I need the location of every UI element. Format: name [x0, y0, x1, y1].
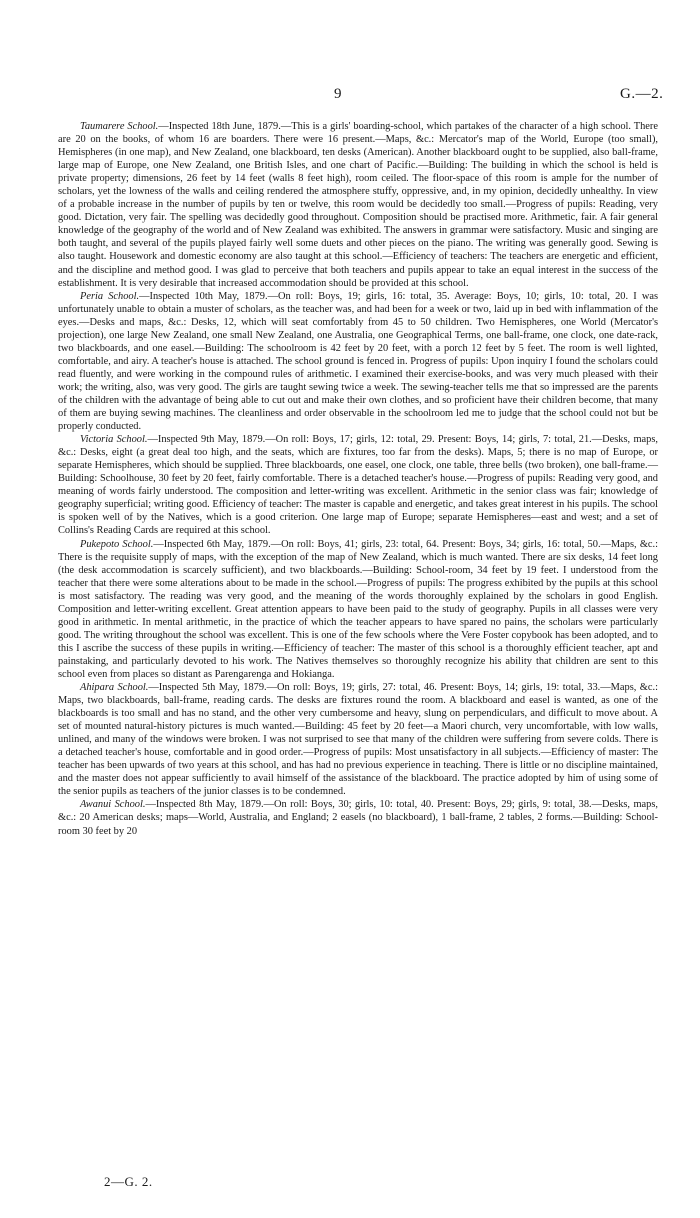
paragraph-ahipara — [58, 681, 658, 798]
school-name: Peria School. — [80, 290, 140, 302]
school-name: Victoria School. — [80, 434, 148, 446]
paragraph-text: —Inspected 18th June, 1879.—This is a girls' boarding-school, which partakes of the character of a high school. There are 20 on the books, of whom 16 are boarders. There were 16 present.—Maps, &c.: Mercator's map of the World, Europe (too small), Hemispheres (in one map), and New Zealand, one blackboard, ten desks (American). Another blackboard ought to be supplied, also ball-frame, large map of Europe, one New Zealand, one British Isles, and one chart of Pacific.—Building: The building in which the school is held is private property; dimensions, 26 feet by 14 feet (walls 8 feet high), room ceiled. The floor-space of this room is ample for the number of scholars, yet the lowness of the walls and ceiling rendered the atmosphere stuffy, oppressive, and, in my opinion, decidedly unhealthy. In view of a probable increase in the number of pupils by ten or twelve, this room would be decidedly too small.—Progress of pupils: Reading, very good. Dictation, very fair. The spelling was decidedly good throughout. Composition should be practised more. Arithmetic, fair. A fair general knowledge of the geography of the world and of New Zealand was exhibited. The answers in grammar were satisfactory. Music and singing are both taught, and several of the pupils played fairly well some duets and other pieces on the piano. The writing was generally good. Sewing is also taught. Housework and domestic economy are also taught at this school.—Efficiency of teachers: The teachers are energetic and efficient, and the discipline and method good. I was glad to perceive that both teachers and pupils appear to take an equal interest in the success of the establishment. It is very desirable that increased accommodation should be provided at this school. — [58, 121, 658, 289]
school-name: Ahipara School. — [80, 682, 149, 694]
paragraph-taumarere — [58, 120, 658, 290]
school-name: Pukepoto School. — [80, 538, 154, 550]
paragraph-victoria — [58, 433, 658, 537]
paragraph-text: —Inspected 10th May, 1879.—On roll: Boys, 19; girls, 16: total, 35. Average: Boys, 10; girls, 10: total, 20. I was unfortunately unable to obtain a muster of scholars, as the teacher was, and had been for a week or two, laid up in bed with inflammation of the eyes.—Desks and maps, &c.: Desks, 12, which will seat comfortably from 45 to 50 children. Two Hemispheres, one World (Mercator's projection), one large New Zealand, one small New Zealand, one Australia, one Geographical Terms, one ball-frame, one clock, one date-rack, two blackboards, and one easel.—Building: The schoolroom is 42 feet by 20 feet, with a porch 12 feet by 5 feet. The room is well lighted, comfortable, and airy. A teacher's house is attached. The school ground is fenced in. Progress of pupils: Upon inquiry I found the scholars could read fluently, and were working in the compound rules of arithmetic. I examined their exercise-books, and was very much pleased with their work; the writing, also, was very good. The girls are taught sewing twice a week. The sewing-teacher tells me that so impressed are the parents of the children with the advantage of being able to cut out and make their own clothes, and so proficient have their children become, that many of them are buying sewing machines. The cleanliness and order observable in the schoolroom led me to judge that the school could not but be properly conducted. — [58, 290, 659, 433]
signature-mark: 2—G. 2. — [104, 1174, 153, 1189]
paragraph-text: —Inspected 5th May, 1879.—On roll: Boys, 19; girls, 27: total, 46. Present: Boys, 14; girls, 19: total, 33.—Maps, &c.: Maps, two blackboards, ball-frame, reading cards. The desks are fixtures round the room. A blackboard and easel is wanted, as one of the blackboards is too small and has no stand, and the other very cumbersome and heavy, slung on perpendiculars, and difficult to move about. A set of mounted natural-history pictures is much wanted.—Building: 45 feet by 20 feet—a Maori church, very uncomfortable, with low walls, unlined, and many of the windows were broken. I was not surprised to see that many of the children were suffering from severe colds. There is a detached teacher's house, comfortable and in good order.—Progress of pupils: Most unsatisfactory in all subjects.—Efficiency of master: The teacher has been upwards of two years at this school, and has had no previous experience in teaching. There is little or no discipline maintained, and the master does not appear sufficiently to avail himself of the assistance of the blackboard. The practice adopted by him of using some of the senior pupils as teachers of the junior classes is to be condemned. — [58, 682, 658, 798]
paragraph-awanui — [58, 798, 658, 837]
document-reference: G.—2. — [620, 86, 664, 102]
school-name: Awanui School. — [80, 799, 146, 811]
report-body — [58, 120, 658, 838]
paragraph-peria — [58, 290, 658, 434]
school-name: Taumarere School. — [80, 121, 159, 132]
paragraph-text: —Inspected 9th May, 1879.—On roll: Boys, 17; girls, 12: total, 29. Present: Boys, 14; girls, 7: total, 21.—Desks, maps, &c.: Desks, eight (a great deal too high, and the seats, which are fixtures, too far from the desks). Maps, 5; there is no map of Europe, or separate Hemispheres, which should be supplied. Three blackboards, one easel, one clock, one table, three bells (two broken), one ball-frame.—Building: Schoolhouse, 30 feet by 20 feet, fairly comfortable. There is a detached teacher's house.—Progress of pupils: Reading very good, and meaning of words fairly understood. The composition and letter-writing was excellent. Arithmetic in the senior class was fair; knowledge of geography superficial; writing good. Efficiency of teacher: The master is capable and energetic, and takes great interest in his pupils. The school is spoken well of by the Natives, which is a good criterion. One large map of Europe; separate Hemispheres—east and west; and a set of Collins's Reading Cards are required at this school. — [58, 434, 658, 537]
paragraph-text: —Inspected 6th May, 1879.—On roll: Boys, 41; girls, 23: total, 64. Present: Boys, 34; girls, 16: total, 50.—Maps, &c.: There is the requisite supply of maps, with the exception of the map of New Zealand, which is much wanted. There are six desks, 14 feet long (the desk accommodation is scarcely sufficient), and two blackboards.—Building: School-room, 34 feet by 19 feet. I understood from the teacher that there were some alterations about to be made in the school.—Progress of pupils: The progress exhibited by the pupils at this school is most satisfactory. The reading was very good, and the meaning of the words thoroughly explained by the scholars in good English. Composition and letter-writing excellent. Great attention appears to have been paid to the study of geography. Pupils in all classes were very good in arithmetic. In mental arithmetic, in the practice of which the teacher appears to have spared no pains, the scholars were particularly good. The writing throughout the school was excellent. This is one of the few schools where the Vere Foster copybook has been adopted, and to this I ascribe the success of these pupils in writing.—Efficiency of teacher: The master of this school is a thoroughly efficient teacher, apt and painstaking, and particularly devoted to his work. The Natives themselves so thoroughly recognize his ability that children are sent to this school even from places so distant as Parengarenga and Hokianga. — [58, 538, 658, 680]
page-number: 9 — [334, 86, 342, 102]
paragraph-pukepoto — [58, 538, 658, 682]
paragraph-text: —Inspected 8th May, 1879.—On roll: Boys, 30; girls, 10: total, 40. Present: Boys, 29; girls, 9: total, 38.—Desks, maps, &c.: 20 American desks; maps—World, Australia, and England; 2 easels (no blackboard), 1 ball-frame, 2 tables, 2 forms.—Building: School-room 30 feet by 20 — [58, 799, 658, 837]
